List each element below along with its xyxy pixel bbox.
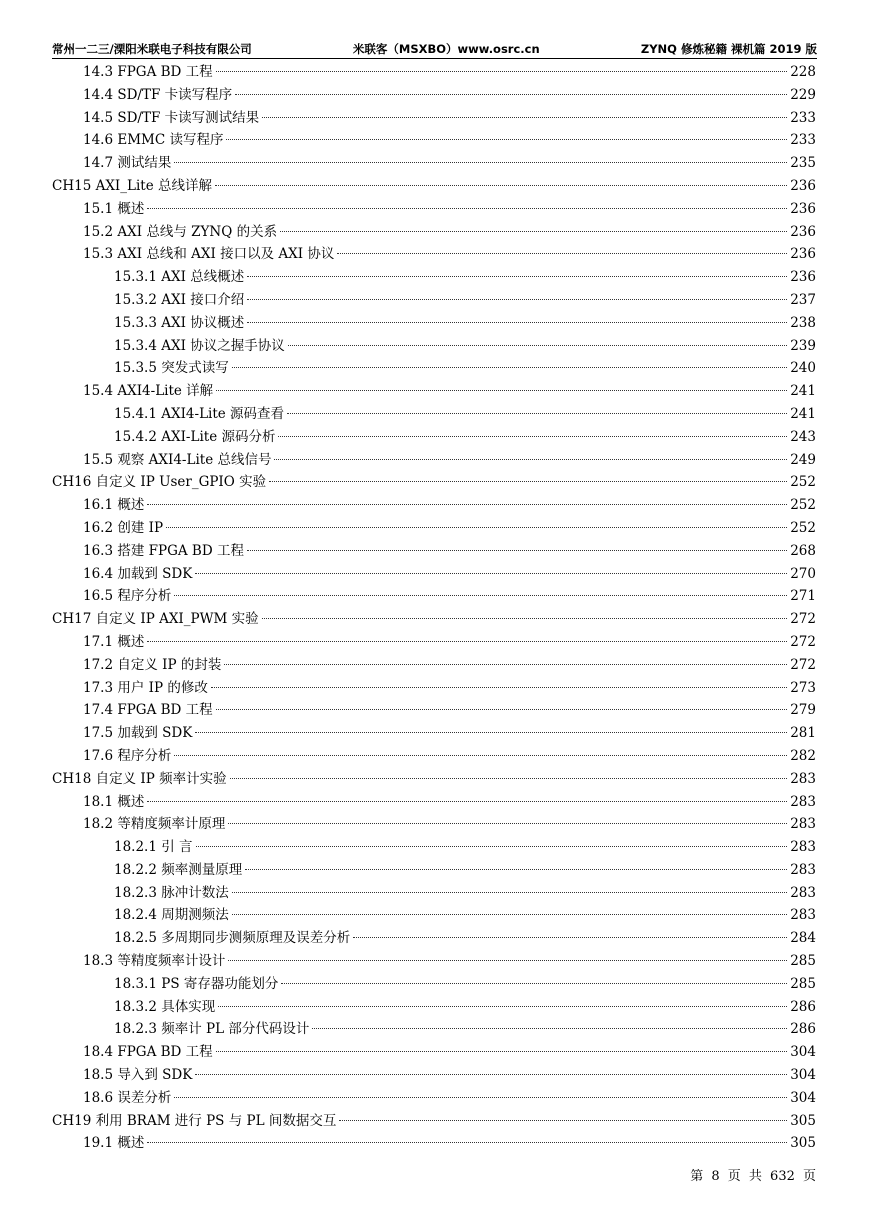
toc-dot-leader	[147, 208, 787, 209]
toc-dot-leader	[196, 846, 788, 847]
toc-entry-page-number: 283	[790, 907, 816, 924]
toc-entry-page-number: 243	[790, 428, 816, 445]
toc-dot-leader	[287, 413, 787, 414]
toc-entry-title: 15.3.5 突发式读写	[114, 360, 229, 377]
toc-dot-leader	[247, 276, 787, 277]
toc-entry[interactable]	[52, 198, 816, 221]
toc-dot-leader	[147, 504, 787, 505]
toc-dot-leader	[288, 345, 788, 346]
toc-entry-title: 17.6 程序分析	[83, 747, 172, 764]
toc-entry[interactable]	[52, 61, 816, 84]
toc-entry-page-number: 237	[790, 291, 816, 308]
toc-dot-leader	[312, 1028, 787, 1029]
toc-entry-title: 18.3.1 PS 寄存器功能划分	[114, 975, 279, 992]
toc-entry-page-number: 236	[790, 269, 816, 286]
toc-entry-title: 17.5 加载到 SDK	[83, 725, 193, 742]
toc-dot-leader	[337, 253, 787, 254]
toc-dot-leader	[215, 185, 787, 186]
header-divider	[52, 58, 817, 59]
toc-dot-leader	[174, 1097, 787, 1098]
toc-dot-leader	[216, 71, 788, 72]
toc-entry[interactable]	[52, 84, 816, 107]
toc-dot-leader	[247, 322, 787, 323]
toc-entry-page-number: 236	[790, 223, 816, 240]
toc-entry-title: 15.5 观察 AXI4-Lite 总线信号	[83, 451, 272, 468]
toc-entry-title: 14.6 EMMC 读写程序	[83, 132, 224, 149]
toc-entry-page-number: 270	[790, 565, 816, 582]
toc-entry-page-number: 268	[790, 542, 816, 559]
toc-entry[interactable]	[52, 882, 816, 905]
toc-entry-title: 15.3 AXI 总线和 AXI 接口以及 AXI 协议	[83, 246, 335, 263]
toc-entry-title: CH18 自定义 IP 频率计实验	[52, 770, 227, 787]
toc-entry-title: 15.2 AXI 总线与 ZYNQ 的关系	[83, 223, 278, 240]
toc-entry[interactable]	[52, 699, 816, 722]
toc-entry-title: 16.2 创建 IP	[83, 519, 164, 536]
toc-entry-title: 15.3.3 AXI 协议概述	[114, 314, 245, 331]
toc-dot-leader	[235, 94, 787, 95]
toc-entry-page-number: 281	[790, 725, 816, 742]
toc-entry-title: 16.3 搭建 FPGA BD 工程	[83, 542, 244, 559]
toc-entry-page-number: 271	[790, 588, 816, 605]
toc-entry-title: 15.4.2 AXI-Lite 源码分析	[114, 428, 276, 445]
toc-dot-leader	[174, 755, 787, 756]
toc-dot-leader	[218, 1006, 787, 1007]
toc-entry-page-number: 285	[790, 953, 816, 970]
toc-entry-title: 18.5 导入到 SDK	[83, 1067, 193, 1084]
toc-entry[interactable]	[52, 927, 816, 950]
toc-entry-page-number: 285	[790, 975, 816, 992]
toc-entry[interactable]	[52, 335, 816, 358]
toc-entry-title: 18.2.1 引 言	[114, 839, 193, 856]
toc-dot-leader	[262, 117, 787, 118]
toc-entry-page-number: 272	[790, 611, 816, 628]
toc-entry-title: 17.2 自定义 IP 的封装	[83, 656, 222, 673]
toc-entry[interactable]	[52, 768, 816, 791]
toc-entry-page-number: 273	[790, 679, 816, 696]
toc-entry-title: 15.1 概述	[83, 200, 145, 217]
toc-entry[interactable]	[52, 631, 816, 654]
toc-dot-leader	[226, 139, 787, 140]
toc-entry[interactable]	[52, 540, 816, 563]
toc-entry-page-number: 283	[790, 770, 816, 787]
toc-dot-leader	[278, 436, 787, 437]
toc-entry-page-number: 286	[790, 998, 816, 1015]
toc-entry-page-number: 272	[790, 656, 816, 673]
toc-entry-page-number: 286	[790, 1021, 816, 1038]
toc-entry-title: CH17 自定义 IP AXI_PWM 实验	[52, 611, 259, 628]
toc-entry[interactable]	[52, 973, 816, 996]
toc-entry[interactable]	[52, 745, 816, 768]
header-book-title: ZYNQ 修炼秘籍 裸机篇 2019 版	[640, 42, 817, 56]
toc-entry-title: 17.4 FPGA BD 工程	[83, 702, 213, 719]
toc-dot-leader	[228, 823, 787, 824]
toc-dot-leader	[269, 481, 787, 482]
toc-dot-leader	[262, 618, 788, 619]
toc-dot-leader	[211, 687, 787, 688]
toc-entry[interactable]	[52, 1018, 816, 1041]
toc-entry-page-number: 282	[790, 747, 816, 764]
toc-dot-leader	[195, 732, 787, 733]
toc-dot-leader	[147, 641, 787, 642]
toc-dot-leader	[216, 1051, 788, 1052]
toc-entry-title: 18.3 等精度频率计设计	[83, 953, 226, 970]
toc-entry-page-number: 304	[790, 1089, 816, 1106]
toc-dot-leader	[232, 367, 787, 368]
toc-entry[interactable]	[52, 289, 816, 312]
toc-entry-page-number: 239	[790, 337, 816, 354]
toc-entry-page-number: 304	[790, 1044, 816, 1061]
toc-entry[interactable]	[52, 859, 816, 882]
toc-entry[interactable]	[52, 266, 816, 289]
toc-entry-page-number: 252	[790, 519, 816, 536]
toc-entry-page-number: 229	[790, 86, 816, 103]
toc-entry-title: 18.1 概述	[83, 793, 145, 810]
toc-entry-title: 15.3.1 AXI 总线概述	[114, 269, 245, 286]
toc-entry-page-number: 283	[790, 839, 816, 856]
toc-entry[interactable]	[52, 1132, 816, 1155]
toc-entry-page-number: 283	[790, 816, 816, 833]
toc-entry[interactable]	[52, 996, 816, 1019]
toc-entry[interactable]	[52, 152, 816, 175]
toc-dot-leader	[147, 801, 787, 802]
toc-entry[interactable]	[52, 722, 816, 745]
toc-dot-leader	[147, 1142, 787, 1143]
toc-entry-page-number: 252	[790, 474, 816, 491]
toc-entry[interactable]	[52, 563, 816, 586]
toc-dot-leader	[230, 778, 788, 779]
toc-dot-leader	[174, 162, 787, 163]
toc-entry-title: 17.1 概述	[83, 633, 145, 650]
toc-entry-title: 14.4 SD/TF 卡读写程序	[83, 86, 233, 103]
toc-entry-page-number: 283	[790, 884, 816, 901]
header-website: 米联客（MSXBO）www.osrc.cn	[352, 42, 540, 56]
toc-entry[interactable]	[52, 357, 816, 380]
toc-entry[interactable]	[52, 950, 816, 973]
toc-entry-page-number: 272	[790, 633, 816, 650]
toc-dot-leader	[245, 869, 787, 870]
toc-entry-page-number: 283	[790, 861, 816, 878]
toc-entry-title: 18.2.3 脉冲计数法	[114, 884, 229, 901]
toc-entry[interactable]	[52, 517, 816, 540]
toc-entry-title: 17.3 用户 IP 的修改	[83, 679, 208, 696]
toc-entry-page-number: 240	[790, 360, 816, 377]
toc-entry[interactable]	[52, 904, 816, 927]
toc-dot-leader	[281, 983, 787, 984]
toc-entry-title: 18.2.5 多周期同步测频原理及误差分析	[114, 930, 351, 947]
toc-dot-leader	[280, 231, 787, 232]
toc-entry-page-number: 241	[790, 405, 816, 422]
toc-entry[interactable]	[52, 1064, 816, 1087]
toc-entry[interactable]	[52, 1110, 816, 1133]
table-of-contents	[52, 61, 816, 1155]
toc-entry-title: 18.6 误差分析	[83, 1089, 172, 1106]
toc-dot-leader	[195, 1074, 787, 1075]
toc-entry[interactable]	[52, 221, 816, 244]
toc-entry-page-number: 236	[790, 246, 816, 263]
toc-entry-title: 18.4 FPGA BD 工程	[83, 1044, 213, 1061]
toc-entry[interactable]	[52, 654, 816, 677]
toc-entry-page-number: 236	[790, 177, 816, 194]
toc-entry-title: 16.1 概述	[83, 497, 145, 514]
toc-dot-leader	[216, 709, 788, 710]
toc-entry-page-number: 233	[790, 109, 816, 126]
toc-entry-page-number: 238	[790, 314, 816, 331]
toc-dot-leader	[195, 573, 787, 574]
toc-entry[interactable]	[52, 791, 816, 814]
toc-dot-leader	[174, 595, 787, 596]
toc-entry-title: 16.4 加载到 SDK	[83, 565, 193, 582]
toc-entry-title: 18.2.3 频率计 PL 部分代码设计	[114, 1021, 310, 1038]
toc-dot-leader	[232, 914, 787, 915]
toc-entry-title: 15.4.1 AXI4-Lite 源码查看	[114, 405, 285, 422]
toc-entry-page-number: 233	[790, 132, 816, 149]
toc-entry-title: 16.5 程序分析	[83, 588, 172, 605]
toc-dot-leader	[247, 550, 787, 551]
toc-entry-title: CH16 自定义 IP User_GPIO 实验	[52, 474, 267, 491]
toc-entry[interactable]	[52, 471, 816, 494]
toc-entry[interactable]	[52, 107, 816, 130]
toc-entry-title: 14.5 SD/TF 卡读写测试结果	[83, 109, 260, 126]
page-header	[52, 40, 817, 58]
toc-entry-page-number: 252	[790, 497, 816, 514]
toc-entry[interactable]	[52, 494, 816, 517]
toc-entry-title: 15.3.2 AXI 接口介绍	[114, 291, 245, 308]
toc-dot-leader	[232, 892, 787, 893]
toc-entry-page-number: 228	[790, 64, 816, 80]
toc-entry[interactable]	[52, 813, 816, 836]
toc-entry-title: 18.3.2 具体实现	[114, 998, 216, 1015]
toc-entry[interactable]	[52, 312, 816, 335]
toc-entry-page-number: 279	[790, 702, 816, 719]
toc-entry-title: 18.2 等精度频率计原理	[83, 816, 226, 833]
toc-entry-title: CH19 利用 BRAM 进行 PS 与 PL 间数据交互	[52, 1112, 337, 1129]
page-number-footer: 第 8 页 共 632 页	[690, 1169, 816, 1184]
toc-dot-leader	[339, 1120, 787, 1121]
toc-entry[interactable]	[52, 1087, 816, 1110]
toc-dot-leader	[353, 937, 787, 938]
toc-entry-title: 14.3 FPGA BD 工程	[83, 64, 213, 80]
toc-entry[interactable]	[52, 175, 816, 198]
toc-entry-title: 18.2.2 频率测量原理	[114, 861, 243, 878]
toc-entry-title: CH15 AXI_Lite 总线详解	[52, 177, 213, 194]
header-company: 常州一二三/溧阳米联电子科技有限公司	[52, 42, 252, 56]
toc-dot-leader	[216, 390, 787, 391]
toc-entry[interactable]	[52, 608, 816, 631]
toc-entry[interactable]	[52, 677, 816, 700]
toc-entry-page-number: 241	[790, 383, 816, 400]
toc-dot-leader	[247, 299, 787, 300]
toc-entry[interactable]	[52, 836, 816, 859]
toc-entry-page-number: 305	[790, 1135, 816, 1152]
toc-entry[interactable]	[52, 243, 816, 266]
toc-entry-title: 14.7 测试结果	[83, 155, 172, 172]
toc-dot-leader	[166, 527, 787, 528]
toc-entry-title: 18.2.4 周期测频法	[114, 907, 229, 924]
toc-entry[interactable]	[52, 449, 816, 472]
toc-entry[interactable]	[52, 1041, 816, 1064]
toc-entry-page-number: 249	[790, 451, 816, 468]
toc-entry-title: 15.4 AXI4-Lite 详解	[83, 383, 214, 400]
toc-entry[interactable]	[52, 380, 816, 403]
toc-dot-leader	[228, 960, 787, 961]
toc-entry-page-number: 235	[790, 155, 816, 172]
toc-entry-title: 15.3.4 AXI 协议之握手协议	[114, 337, 285, 354]
toc-entry-page-number: 283	[790, 793, 816, 810]
toc-entry[interactable]	[52, 585, 816, 608]
toc-entry-page-number: 284	[790, 930, 816, 947]
toc-entry[interactable]	[52, 426, 816, 449]
toc-entry[interactable]	[52, 129, 816, 152]
toc-entry-page-number: 304	[790, 1067, 816, 1084]
toc-entry-page-number: 236	[790, 200, 816, 217]
toc-entry-title: 19.1 概述	[83, 1135, 145, 1152]
toc-entry[interactable]	[52, 403, 816, 426]
toc-dot-leader	[224, 664, 787, 665]
toc-dot-leader	[274, 459, 787, 460]
toc-entry-page-number: 305	[790, 1112, 816, 1129]
